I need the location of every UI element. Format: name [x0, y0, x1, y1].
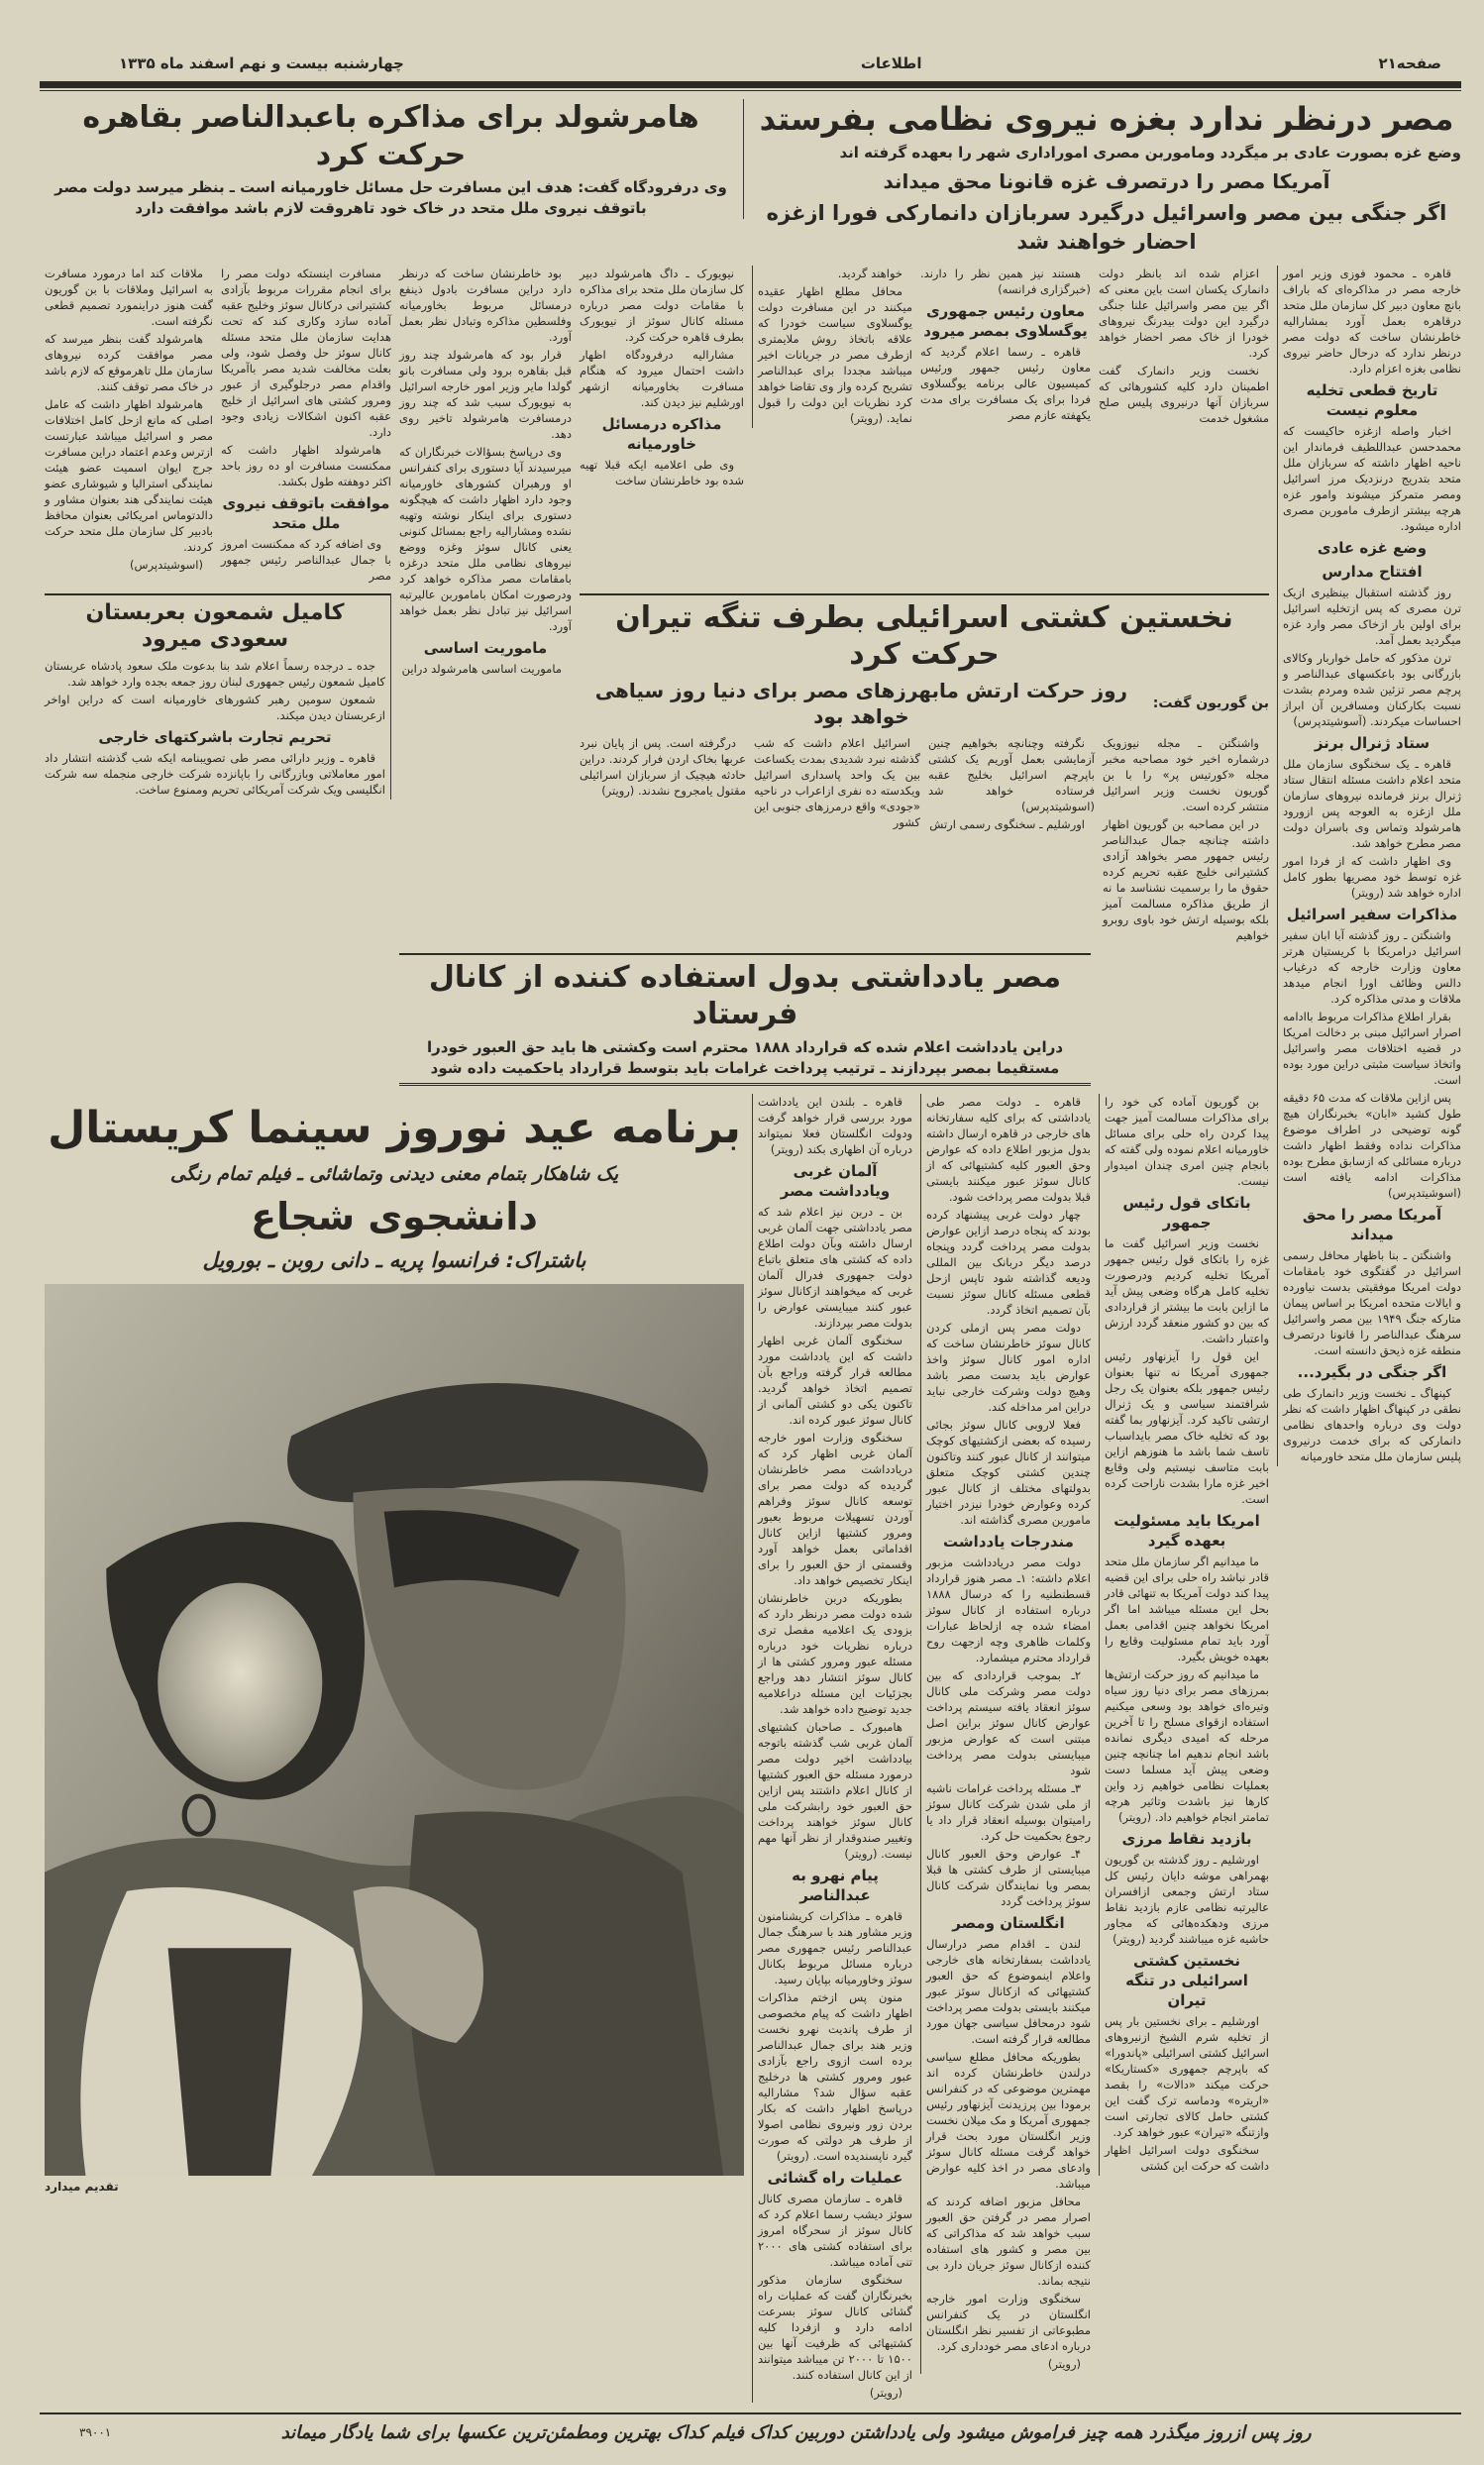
page-grid	[40, 99, 1461, 2403]
article-paragraph: قاهره ـ یک سخنگوی سازمان ملل متحد اعلام داشت مسئله انتقال ستاد ژنرال برنز فرمانده نیروهای سازمان ملل ازغزه به العوجه پس ازورود هامرشولد وتماس وی باسران دولت مصر مطرح خواهد شد.	[1283, 756, 1461, 850]
article-paragraph: محافل مزبور اضافه کردند که اصرار مصر در گرفتن حق العبور سبب خواهد شد که مذاکراتی که بین مصر و کشور های استفاده کننده ازکانال سوئز جریان دارد بی نتیجه بماند.	[926, 2194, 1091, 2288]
ship-article	[580, 593, 1269, 945]
film-still-photo	[45, 1284, 744, 2176]
article-subheading: آلمان غربی ویادداشت مصر	[780, 1161, 891, 1200]
chamoun-article	[45, 593, 391, 800]
article-subheading: مذاکرات سفیر اسرائیل	[1286, 905, 1458, 923]
article-subheading: افتتاح مدارس	[1322, 562, 1423, 581]
article-subheading: نخستین کشتی اسرائیلی در تنگه تیران	[1125, 1951, 1248, 2009]
article-paragraph: شمعون سومین رهبر کشورهای خاورمیانه است که دراین اواخر ازعربستان دیدن میکند.	[45, 692, 385, 722]
article-paragraph: سخنگوی آلمان غربی اظهار داشت که این یادداشت مورد مطالعه قرار گرفته وراجع بآن تصمیم اتخاذ خواهد گردید. تاکنون یکی دو کشتی آلمانی از کانال سوئز عبور کرده اند.	[758, 1333, 912, 1427]
article-paragraph: قاهره ـ دولت مصر طی یادداشتی که برای کلیه سفارتخانه های خارجی در قاهره ارسال داشته بدول مزبور اطلاع داده که عوارض وحق العبور کلیه کشتیهائی که از کانال سوئز عبور میکنند بایستی قبلا بدولت مصر پرداخت شود.	[926, 1094, 1091, 1204]
article-paragraph: هامبورک ـ صاحبان کشتیهای آلمان غربی شب گذشته باتوجه بیادداشت اخیر دولت مصر درمورد مسئله حق العبور کشتیها از کانال اعلام داشتند پس ازاین حق العبور خود رابشرکت ملی کانال سوئز خواهند پرداخت وتغییر صندوقدار از نظر آنها مهم نیست. (رویتر)	[758, 1719, 912, 1861]
advert-code: ۳۹۰۰۱	[79, 2425, 112, 2440]
gaza-subhead-1: وضع غزه بصورت عادی بر میگردد وماموربن مصری اموراداری شهر را بعهده گرفته اند	[839, 144, 1461, 161]
hammarskjold-headline: هامرشولد برای مذاکره باعبدالناصر بقاهره حرکت کرد	[82, 100, 699, 172]
article-paragraph: این قول را آیزنهاور رئیس جمهوری آمریکا نه تنها بعنوان رئیس جمهور بلکه بعنوان یک رجل شرافتمند سیاسی و یک ژنرال ارتشی تاکید کرد. آیزنهاور بما گفته بود که تخلیه خاک مصر بایداسباب تاسف شما باشد ما هنوزهم ازاین بابت متاسف نیستیم ولی وقایع اخیر غزه مارا بشدت ناراحت کرده است.	[1105, 1348, 1269, 1506]
article-paragraph: وی درپاسخ بسؤالات خبرنگاران که میرسیدند آیا دستوری برای کنفرانس او ورهبران کشورهای خاورمیانه وجود دارد اظهار داشت که هیچگونه دستوری برای اینکار نوشته وتهیه نشده ومشارالیه راجع بمسائل کنونی یعنی کانال سوئز وغزه ووضع نیروهای نظامی ملل متحد درغزه بامقامات مصر مذاکره خواهد کرد ودرصورت امکان باماموربن عالیرتبه اسرائیل نیز تبادل نظر بعمل خواهد آورد.	[399, 444, 572, 633]
ship-column-4	[580, 735, 746, 945]
article-paragraph: قرار بود که هامرشولد چند روز قبل بقاهره برود ولی مسافرت بانو گولدا مایر وزیر امور خارجه اسرائیل به نیویورک سبب شد که چند روز درمسافرت هامرشولد تاخیر روی دهد.	[399, 347, 572, 441]
article-paragraph: پس ازاین ملاقات که مدت ۶۵ دقیقه طول کشید «ابان» بخبرنگاران هیچ گونه توضیحی در اطراف موضوع مذاکرات نداده وفقط اظهار داشت درباره مسائلی که ازسابق مطرح بوده مذاکرات ادامه یافته است (اسوشیتدپرس)	[1283, 1090, 1461, 1200]
article-paragraph: واشنگتن ـ روز گذشته آبا ابان سفیر اسرائیل درامریکا با کریستیان هرتر معاون وزارت خارجه که درغیاب دالس وظائف اورا انجام میدهد ملاقات و مدتی مذاکره کرد.	[1283, 927, 1461, 1006]
chamoun-body	[45, 658, 385, 798]
article-paragraph: نگرفته وچنانچه بخواهیم چنین آزمایشی بعمل آوریم یک کشتی باپرچم اسرائیل بخلیج عقبه فرستاده خواهد شد (اسوشیتدپرس)	[928, 735, 1095, 813]
article-paragraph: دولت مصر پس ازملی کردن کانال سوئز خاطرنشان ساخت که اداره امور کانال سوئز واخذ عوارض باید بدست مصر باشد وهیچ دولت وشرکت خارجی نباید دراین امر مداخله کند.	[926, 1320, 1091, 1414]
ship-column-3	[754, 735, 920, 945]
ad-film-title: دانشجوی شجاع	[251, 1194, 538, 1238]
article-paragraph: قاهره ـ سازمان مصری کانال سوئز دیشب رسما اعلام کرد که کانال سوئز از سحرگاه امروز برای استفاده کشتی های ۲۰۰۰ تنی آماده میباشد.	[758, 2191, 912, 2269]
article-subheading: باتکای قول رئیس جمهور	[1122, 1193, 1251, 1232]
article-paragraph: درگرفته است. پس از پایان نبرد عربها بخاک اردن فرار کردند. دراین حادثه هیچیک از سربازان اسرائیلی مقتول یامجروح نشدند. (رویتر)	[580, 735, 746, 798]
article-paragraph: سخنگوی سازمان مذکور بخبرنگاران گفت که عملیات راه گشائی کانال سوئز بسرعت ادامه دارد و ازفردا کلیه کشتیهائی که ظرفیت آنها بین ۱۵۰۰ تا ۲۰۰۰ تن میباشد میتوانند از این کانال استفاده کنند.	[758, 2272, 912, 2382]
article-paragraph: نخست وزیر دانمارک گفت اطمینان دارد کلیه کشورهائی که سربازان آنها درنیروی پلیس صلح مشغول خدمت	[1099, 363, 1269, 425]
article-paragraph: ترن مذکور که حامل خواربار وکالای بازرگانی بود باعکسهای عبدالناصر و پرچم مصر تزئین شده ومردم بشدت نسبت بکارکنان ومسافرین آن ابراز احساسات میکردند. (آسوشیتدپرس)	[1283, 650, 1461, 728]
canal-headline-block	[399, 953, 1091, 1086]
article-paragraph: هستند نیز همین نظر را دارند. (خبرگزاری فرانسه)	[920, 266, 1091, 296]
article-paragraph: قاهره ـ رسما اعلام گردید که معاون رئیس جمهور ورئیس کمیسیون عالی برنامه یوگسلاوی فردا برای یک مسافرت برای مدت یکهفته عازم مصر	[920, 344, 1091, 422]
article-subheading: مندرجات یادداشت	[943, 1532, 1074, 1551]
ship-headline: نخستین کشتی اسرائیلی بطرف تنگه تیران حرکت کرد	[615, 599, 1233, 673]
ship-subhead-row	[580, 678, 1269, 729]
article-paragraph: اعزام شده اند بانظر دولت دانمارک یکسان است باین معنی که اگر بین مصر واسرائیل علنا جنگی درگیرد این دولت بیدرنگ نیروهای خودرا از خاک مصر احضار خواهد کرد.	[1099, 266, 1269, 360]
article-paragraph: ما میدانیم اگر سازمان ملل متحد قادر نباشد راه حلی برای این قضیه پیدا کند دولت آمریکا به تنهائی قادر بحل این مسئله میباشد اما اگر امریکا نخواهد چنین اقدامی بعمل آورد باید تمام مسئولیت وقایع را بعهده خویش بگیرد.	[1105, 1554, 1269, 1663]
gaza-headline: مصر درنظر ندارد بغزه نیروی نظامی بفرستد	[759, 100, 1454, 138]
article-subheading: انگلستان ومصر	[952, 1913, 1065, 1932]
article-paragraph: وی اظهار داشت که از فردا امور غزه توسط خود مصریها بطور کامل اداره خواهد شد (رویتر)	[1283, 853, 1461, 900]
article-paragraph: لندن ـ اقدام مصر درارسال یادداشت بسفارتخانه های خارجی واعلام اینموضوع که حق العبور کشتیهائی که ازکانال سوئز عبور میکنند بایستی بدولت مصر پرداخت شود درمحافل سیاسی جهان مورد مطالعه قرار گرفته است.	[926, 1936, 1091, 2046]
gaza-subhead-3: اگر جنگی بین مصر واسرائیل درگیرد سربازان دانمارکی فورا ازغزه احضار خواهند شد	[766, 201, 1447, 255]
footer	[40, 2414, 1461, 2445]
ad-cast: باشتراک: فرانسوا پریه ـ دانی روبن ـ بورویل	[202, 1248, 586, 1273]
article-subheading: پیام نهرو به عبدالناصر	[792, 1866, 879, 1904]
article-paragraph: چهار دولت غربی پیشنهاد کرده بودند که پنجاه درصد ازاین عوارض بدولت مصر پرداخت گردد وپنجاه درصد دیگر دربانک بین المللی ودیعه گذاشته شود تاپس ازحل قطعی مسئله کانال سوئز نسبت بآن تصمیم اتخاذ گردد.	[926, 1207, 1091, 1317]
article-paragraph: (اسوشیتدپرس)	[130, 557, 203, 572]
article-paragraph: وی اضافه کرد که ممکنست امروز با جمال عبدالناصر رئیس جمهور مصر	[221, 536, 391, 583]
article-subheading: ماموریت اساسی	[423, 638, 548, 657]
issue-date: چهارشنبه بیست و نهم اسفند ماه ۱۳۳۵	[119, 54, 404, 72]
hammarskjold-column-1	[580, 266, 744, 490]
article-subheading: وضع غزه عادی	[1317, 538, 1428, 557]
ship-column-2	[928, 735, 1095, 945]
masthead-rule	[40, 81, 1461, 88]
hammarskjold-column-4	[45, 266, 213, 575]
gaza-headline-block	[752, 99, 1461, 258]
article-paragraph: اورشلیم ـ سخنگوی رسمی ارتش	[929, 816, 1085, 831]
article-paragraph: قاهره ـ مذاکرات کریشنامنون وزیر مشاور هند با سرهنگ جمال عبدالناصر رئیس جمهوری مصر درباره مسائل مربوط بکانال سوئز وخاورمیانه بپایان رسید.	[758, 1908, 912, 1986]
gaza-column-1	[1277, 266, 1461, 1466]
hammarskjold-subhead: وی درفرودگاه گفت: هدف این مسافرت حل مسائل خاورمیانه است ـ بنظر میرسد دولت مصر باتوقف نیروی ملل متحد در خاک خود تاهروقت لازم باشد موافقت دارد	[54, 178, 727, 217]
ad-caption: تقدیم میدارد	[45, 2180, 119, 2195]
gaza-column-4	[752, 266, 912, 428]
article-paragraph: هامرشولد اظهار داشت که عامل اصلی که مانع ازحل کامل اختلافات مصر و اسرائیل میباشد عبارتست ازترس وعدم اعتماد دراین مسافرت جرج ایوان اسمیت عضو هیئت نمایندگی استرالیا و شیوشاری عضو هیئت نمایندگی هند بعنوان مشاور و دالدتوماس امریکائی بعنوان محافظ بادبیر کل سازمان ملل متحد حرکت کردند.	[45, 396, 213, 554]
gaza-subhead-2: آمریکا مصر را درتصرف غزه قانونا محق میداند	[883, 169, 1330, 193]
hammarskjold-headline-block	[45, 99, 744, 219]
article-subheading: ستاد ژنرال برنز	[1314, 733, 1431, 752]
article-paragraph: واشنگتن ـ مجله نیوزویک درشماره اخیر خود مصاحبه مخبر مجله «کورتیس پر» را با بن گوریون نخست وزیر اسرائیل منتشر کرده است.	[1103, 735, 1269, 813]
hammarskjold-column-3	[221, 266, 391, 586]
article-paragraph: دولت مصر دریادداشت مزبور اعلام داشته: ۱ـ مصر هنوز قرارداد قسطنطنیه را که درسال ۱۸۸۸ درباره استفاده از کانال سوئز امضاء شده چه ازلحاظ عبارات وکلمات ظاهری وچه ازجهت روح قرارداد محترم میشمارد.	[926, 1554, 1092, 1664]
article-paragraph: قاهره ـ محمود فوزی وزیر امور خارجه مصر در مذاکره‌ای که باراف بانچ معاون دبیر کل سازمان ملل متحد درقاهره بعمل آورد بمشارالیه خاطرنشان ساخت که دولت مصر درنظر ندارد که درحال حاضر نیروی نظامی بغزه اعزام دارد.	[1283, 266, 1461, 375]
article-subheading: بازدید نقاط مرزی	[1121, 1829, 1252, 1848]
article-paragraph: مشارالیه درفرودگاه اظهار داشت احتمال میرود که هنگام مسافرت بخاورمیانه ازشهر اورشلیم نیز دیدن کند.	[580, 347, 744, 409]
article-paragraph: قاهره ـ وزیر دارائی مصر طی تصویبنامه ایکه شب گذشته انتشار داد امور معاملاتی وبازرگانی را باپانزده شرکت خارجی منجمله سه شرکت انگلیسی ویک شرکت آمریکائی تحریم وممنوع ساخت.	[45, 750, 385, 797]
article-subheading: اگر جنگی در بگیرد...	[1297, 1362, 1447, 1381]
article-subheading: امریکا باید مسئولیت بعهده گیرد	[1113, 1511, 1260, 1550]
hammarskjold-column-2	[399, 266, 572, 679]
chamoun-headline: کامیل شمعون بعربستان سعودی میرود	[85, 599, 345, 653]
article-paragraph: (رویتر)	[1047, 2356, 1081, 2371]
article-paragraph: ملاقات کند اما درمورد مسافرت به اسرائیل وملاقات با بن گوریون گفت هنوز دراینمورد تصمیم قطعی نگرفته است.	[45, 266, 213, 328]
article-paragraph: فعلا لاروبی کانال سوئز بجائی رسیده که بعضی ازکشتیهای کوچک میتوانند از کانال عبور کنند وتاکنون چندین کشتی کوچک متعلق بدولتهای مختلف از کانال عبور کرده وعوارض خودرا نیزدر اختیار ماموربن مصری گذاشته اند.	[926, 1417, 1091, 1527]
kodak-advert: روز پس ازروز میگذرد همه چیز فراموش میشود ولی یادداشتن دوربین کداک فیلم کداک بهترین ومطمئن‌ترین عکسها برای شما یادگار میماند	[280, 2421, 1312, 2443]
article-subheading: موافقت باتوقف نیروی ملل متحد	[222, 493, 390, 532]
article-subheading: مذاکره درمسائل خاورمیانه	[601, 414, 722, 453]
article-paragraph: نیویورک ـ داگ هامرشولد دبیر کل سازمان ملل متحد برای مذاکره با مقامات دولت مصر درباره مسئله کانال سوئز از نیویورک بطرف قاهره حرکت کرد.	[579, 266, 744, 344]
article-paragraph: اورشلیم ـ روز گذشته بن گوریون بهمراهی موشه دایان رئیس کل ستاد ارتش وجمعی ازافسران عالیرتبه نظامی عازم بازدید نقاط مرزی ودهکده‌هائی که مجاور حاشیه غزه میباشند گردید (رویتر)	[1105, 1852, 1269, 1946]
article-paragraph: هامرشولد گفت بنظر میرسد که مصر موافقت کرده نیروهای سازمان ملل تاهرموقع که لازم باشد در خاک مصر توقف کنند.	[45, 331, 213, 393]
cinema-crystal-ad	[45, 1094, 744, 2196]
article-paragraph: بقرار اطلاع مذاکرات مربوط باادامه اصرار اسرائیل مبنی بر دخالت امریکا در قضیه اختلافات مصر واسرائیل واتخاذ سیاست مثبتی دراین مورد بوده است.	[1283, 1009, 1461, 1087]
article-paragraph: اورشلیم ـ برای نخستین بار پس از تخلیه شرم الشیخ ازنیروهای اسرائیل کشتی اسرائیلی «پاندورا» که باپرچم جمهوری «کستاریکا» حرکت میکند «دالات» را بقصد «اریتره» ودماسه ترک گفت این کشتی حامل کالای تجارتی است وازتنگه «تیران» عبور خواهد کرد.	[1105, 2013, 1269, 2139]
article-paragraph: بن ـ دربن نیز اعلام شد که مصر یادداشتی جهت آلمان غربی ارسال داشته وبآن دولت اطلاع داده که کشتی های متعلق باتباع دولت جمهوری فدرال آلمان غربی که میخواهند ازکانال سوئز عبور کنند میبایستی عوارض را بدولت مصر بپردازند.	[758, 1204, 912, 1330]
article-paragraph: کپنهاگ ـ نخست وزیر دانمارک طی نطقی در کپنهاگ اظهار داشت که نظر دولت وی درباره واحدهای نظامی دانمارکی که برای خدمت درنیروی پلیس سازمان ملل متحد خاورمیانه	[1283, 1385, 1461, 1463]
article-paragraph: در این مصاحبه بن گوریون اظهار داشته چنانچه جمال عبدالناصر رئیس جمهور مصر بخواهد آزادی کشتیرانی خلیج عقبه تحریم کرده حقوق ما را برسمیت نشناسد ما نه از طریق مذاکره مسالمت آمیز بلکه بوسیله ارتش خود باوی روبرو خواهیم	[1103, 816, 1269, 942]
article-paragraph: (رویتر)	[869, 2385, 902, 2400]
masthead	[40, 52, 1461, 75]
article-paragraph: محافل مطلع اظهار عقیده میکنند در این مسافرت دولت یوگسلاوی سیاست خودرا که علاقه باتخاذ روش ملایمتری ازطرف مصر در جریانات اخیر میباشد مجددا برای عبدالناصر تشریح کرده واز وی تقاضا خواهد کرد نظریات این دولت را قبول نماید. (رویتر)	[758, 283, 912, 425]
article-paragraph: وی طی اعلامیه ایکه قبلا تهیه شده بود خاطرنشان ساخت	[580, 457, 744, 487]
canal-column-2	[920, 1094, 1091, 2374]
article-paragraph: خواهند گردید.	[837, 266, 902, 280]
article-paragraph: روز گذشته استقبال بینظیری ازیک ترن مصری که پس ازتخلیه اسرائیل برای اولین بار ازخاک مصر وارد غزه میگردید بعمل آمد.	[1283, 585, 1461, 647]
article-paragraph: اخبار واصله ازغزه حاکیست که محمدحسن عبداللطیف فرماندار این ناحیه اظهار داشته که سربازان ملل متحد بتدریج درنزدیک مرز اسرائیل ومصر متمرکز میشوند وامور غزه هرچه بیشتر ازطرف ماموربن مصری اداره میشود.	[1283, 423, 1461, 533]
ship-columns	[580, 735, 1269, 945]
article-paragraph: بطوریکه محافل مطلع سیاسی درلندن خاطرنشان کرده اند مهمترین موضوعی که در کنفرانس برمودا بین پرزیدنت آیزنهاور رئیس جمهوری آمریکا و مک میلان نخست وزیر انگلستان مورد بحث قرار خواهد گرفت مسئله کانال سوئز وادعای مصر در اخذ کلیه عوارض میباشد.	[926, 2049, 1091, 2191]
masthead-rule-thin	[40, 90, 1461, 91]
canal-column-3	[752, 1094, 912, 2403]
article-paragraph: ۳ـ مسئله پرداخت غرامات ناشیه از ملی شدن شرکت کانال سوئز رامیتوان بوسیله انعقاد قرار داد یا رجوع بحکمیت حل کرد.	[926, 1780, 1091, 1843]
article-paragraph: قاهره ـ بلندن این یادداشت مورد بررسی قرار خواهد گرفت ودولت انگلستان فعلا نمیتواند درباره آن اظهاری بکند (رویتر)	[758, 1094, 912, 1156]
article-paragraph: مسافرت اینستکه دولت مصر را برای انجام مقررات مربوط بآزادی کشتیرانی درکانال سوئز وخلیج عقبه آماده سازد وکاری کند که تحت هدایت سازمان ملل متحد مسئله کانال سوئز حل وفصل شود، ولی بعلت مخالفت شدید مصر باآمریکا واقدام مصر درجلوگیری از عبور ومرور کشتی های اسرائیل از خلیج عقبه اکنون اشکالات زیادی وجود دارد.	[221, 266, 391, 439]
canal-subhead: دراین یادداشت اعلام شده که قرارداد ۱۸۸۸ محترم است وکشتی ها باید حق العبور خودرا مستقیما بمصر بپردازند ـ ترتیب پرداخت غرامات باید بتوسط قرارداد یاحکمیت داده شود	[426, 1037, 1064, 1077]
ship-speaker: بن گوریون گفت:	[1152, 695, 1269, 711]
article-subheading: تاریخ قطعی تخلیه معلوم نیست	[1306, 380, 1438, 419]
article-paragraph: سخنگوی وزارت امور خارجه آلمان غربی اظهار کرد که دریادداشت مصر خاطرنشان گردیده که دولت مصر برای توسعه کانال سوئز وفراهم آوردن تسهیلات مربوط بعبور ومرور کشتیها ازاین کانال اقداماتی بعمل خواهد آورد وقسمتی از حق العبور را برای اینکار تخصیص خواهد داد.	[758, 1430, 912, 1587]
canal-headline: مصر یادداشتی بدول استفاده کننده از کانال فرستاد	[428, 959, 1062, 1032]
article-subheading: معاون رئیس جمهوری یوگسلاوی بمصر میرود	[923, 301, 1088, 340]
article-paragraph: بود خاطرنشان ساخت که درنظر دارد دراین مسافرت بادول ذینفع درمسائل مربوط بخاورمیانه وفلسطین مذاکره وتبادل نظر بعمل آورد.	[399, 266, 572, 344]
article-paragraph: سخنگوی دولت اسرائیل اظهار داشت که حرکت این کشتی	[1105, 2142, 1269, 2173]
article-paragraph: ماموریت اساسی هامرشولد دراین	[401, 661, 562, 676]
article-subheading: تحریم تجارت باشرکتهای خارجی	[98, 727, 332, 746]
article-paragraph: نخست وزیر اسرائیل گفت ما غزه را باتکای قول رئیس جمهور آمریکا تخلیه کردیم ودرصورت تخلیه کامل هرگاه وضعی پیش آید ما ازاین بابت ما بیشتر از قراردادی که بین دو کشور منعقد گردد ارزش واعتبار داشت.	[1105, 1235, 1269, 1345]
article-subheading: عملیات راه گشائی	[767, 2168, 903, 2187]
article-paragraph: بطوریکه دربن خاطرنشان شده دولت مصر درنظر دارد که بزودی یک اعلامیه مفصل تری درباره نظریات خود درباره مسئله عبور ومرور کشتی ها از کانال سوئز انتشار دهد وراجع بجزئیات این مسئله دراعلامیه جدید توضیح داده خواهد شد.	[758, 1590, 912, 1716]
article-paragraph: جده ـ درجده رسماً اعلام شد بنا بدعوت ملک سعود پادشاه عربستان کامیل شمعون رئیس جمهوری لبنان روز جمعه بجده وارد خواهد شد.	[45, 658, 385, 689]
gaza-column-3	[920, 266, 1091, 425]
article-paragraph: بن گوریون آماده کی خود را برای مذاکرات مسالمت آمیز جهت پیدا کردن راه حلی برای مسائل خاورمیانه اعلام نموده ولی گفته که بانجام چنین امری چندان امیدوار نیست.	[1105, 1094, 1269, 1188]
ad-title: برنامه عید نوروز سینما کریستال	[48, 1102, 741, 1153]
article-paragraph: ۲ـ بموجب قراردادی که بین دولت مصر وشرکت ملی کانال سوئز انعقاد یافته سیستم پرداخت عوارض کانال سوئز براین اصل مبتنی است که عوارض مزبور میبایستی بدولت مصر پرداخت شود	[926, 1667, 1091, 1777]
page-number: صفحه۲۱	[1378, 54, 1441, 72]
gaza-column-2	[1099, 266, 1269, 428]
newspaper-name: اطلاعات	[860, 54, 922, 72]
article-paragraph: اسرائیل اعلام داشت که شب گذشته نبرد شدیدی بمدت یکساعت بین یک واحد پاسداری اسرائیل ویکدسته ده نفری ازاعراب در ناحیه «جودی» واقع درمرزهای جنوبی این کشور	[754, 735, 920, 829]
ship-subhead: روز حرکت ارتش مابهرزهای مصر برای دنیا روز سیاهی خواهد بود	[594, 678, 1128, 728]
article-paragraph: واشنگتن ـ بنا باظهار محافل رسمی اسرائیل در گفتگوی خود بامقامات دولت امریکا موفقیتی بدست نیاورده و ایالات متحده امریکا بر اساس پیمان متارکه جنگ ۱۹۴۹ بین مصر واسرائیل سرهنگ عبدالناصر را قانونا درتصرف منطقه غزه ذیحق دانسته است.	[1283, 1247, 1461, 1357]
article-paragraph: هامرشولد اظهار داشت که ممکنست مسافرت او ده روز باحد اکثر دوهفته طول بکشد.	[221, 442, 391, 488]
article-subheading: آمریکا مصر را محق میداند	[1302, 1205, 1442, 1243]
article-paragraph: سخنگوی وزارت امور خارجه انگلستان در یک کنفرانس مطبوعاتی از تفسیر نظر انگلستان درباره ادعای مصر خودداری کرد.	[926, 2291, 1091, 2353]
canal-column-1	[1099, 1094, 1269, 2176]
ad-tagline: یک شاهکار بتمام معنی دیدنی وتماشائی ـ فیلم تمام رنگی	[169, 1162, 619, 1185]
article-paragraph: منون پس ازختم مذاکرات اظهار داشت که پیام مخصوصی از طرف پاندیت نهرو نخست وزیر هند برای جمال عبدالناصر برده است ازوی راجع بآزادی عبور ومرور کشتی ها درخلیج عقبه سؤال شد؟ مشارالیه درپاسخ اظهار داشت که بکار بردن زور ونیروی نظامی اصولا از طرف هر دولتی که صورت گیرد ناپسندیده است. (رویتر)	[758, 1989, 912, 2163]
article-paragraph: ما میدانیم که روز حرکت ارتش‌ها بمرزهای مصر برای دنیا روز سیاه وتیره‌ای خواهد بود وسعی میکنیم استفاده ازقوای مسلح را تا آخرین مرحله که امیدی دیگری نمانده باشد انجام ندهیم اما چنانچه چنین وضعی پیش آید مسلما دست بعملیات نظامی خواهیم زد واین کارها نیز باشدت وتاثیر هرچه تمامتر انجام خواهیم داد. (رویتر)	[1105, 1666, 1269, 1824]
ship-column-1	[1103, 735, 1269, 945]
article-paragraph: ۴ـ عوارض وحق العبور کانال میبایستی از طرف کشتی ها قبلا بمصر ویا نمایندگان شرکت کانال سوئز پرداخت گردد	[926, 1846, 1091, 1908]
